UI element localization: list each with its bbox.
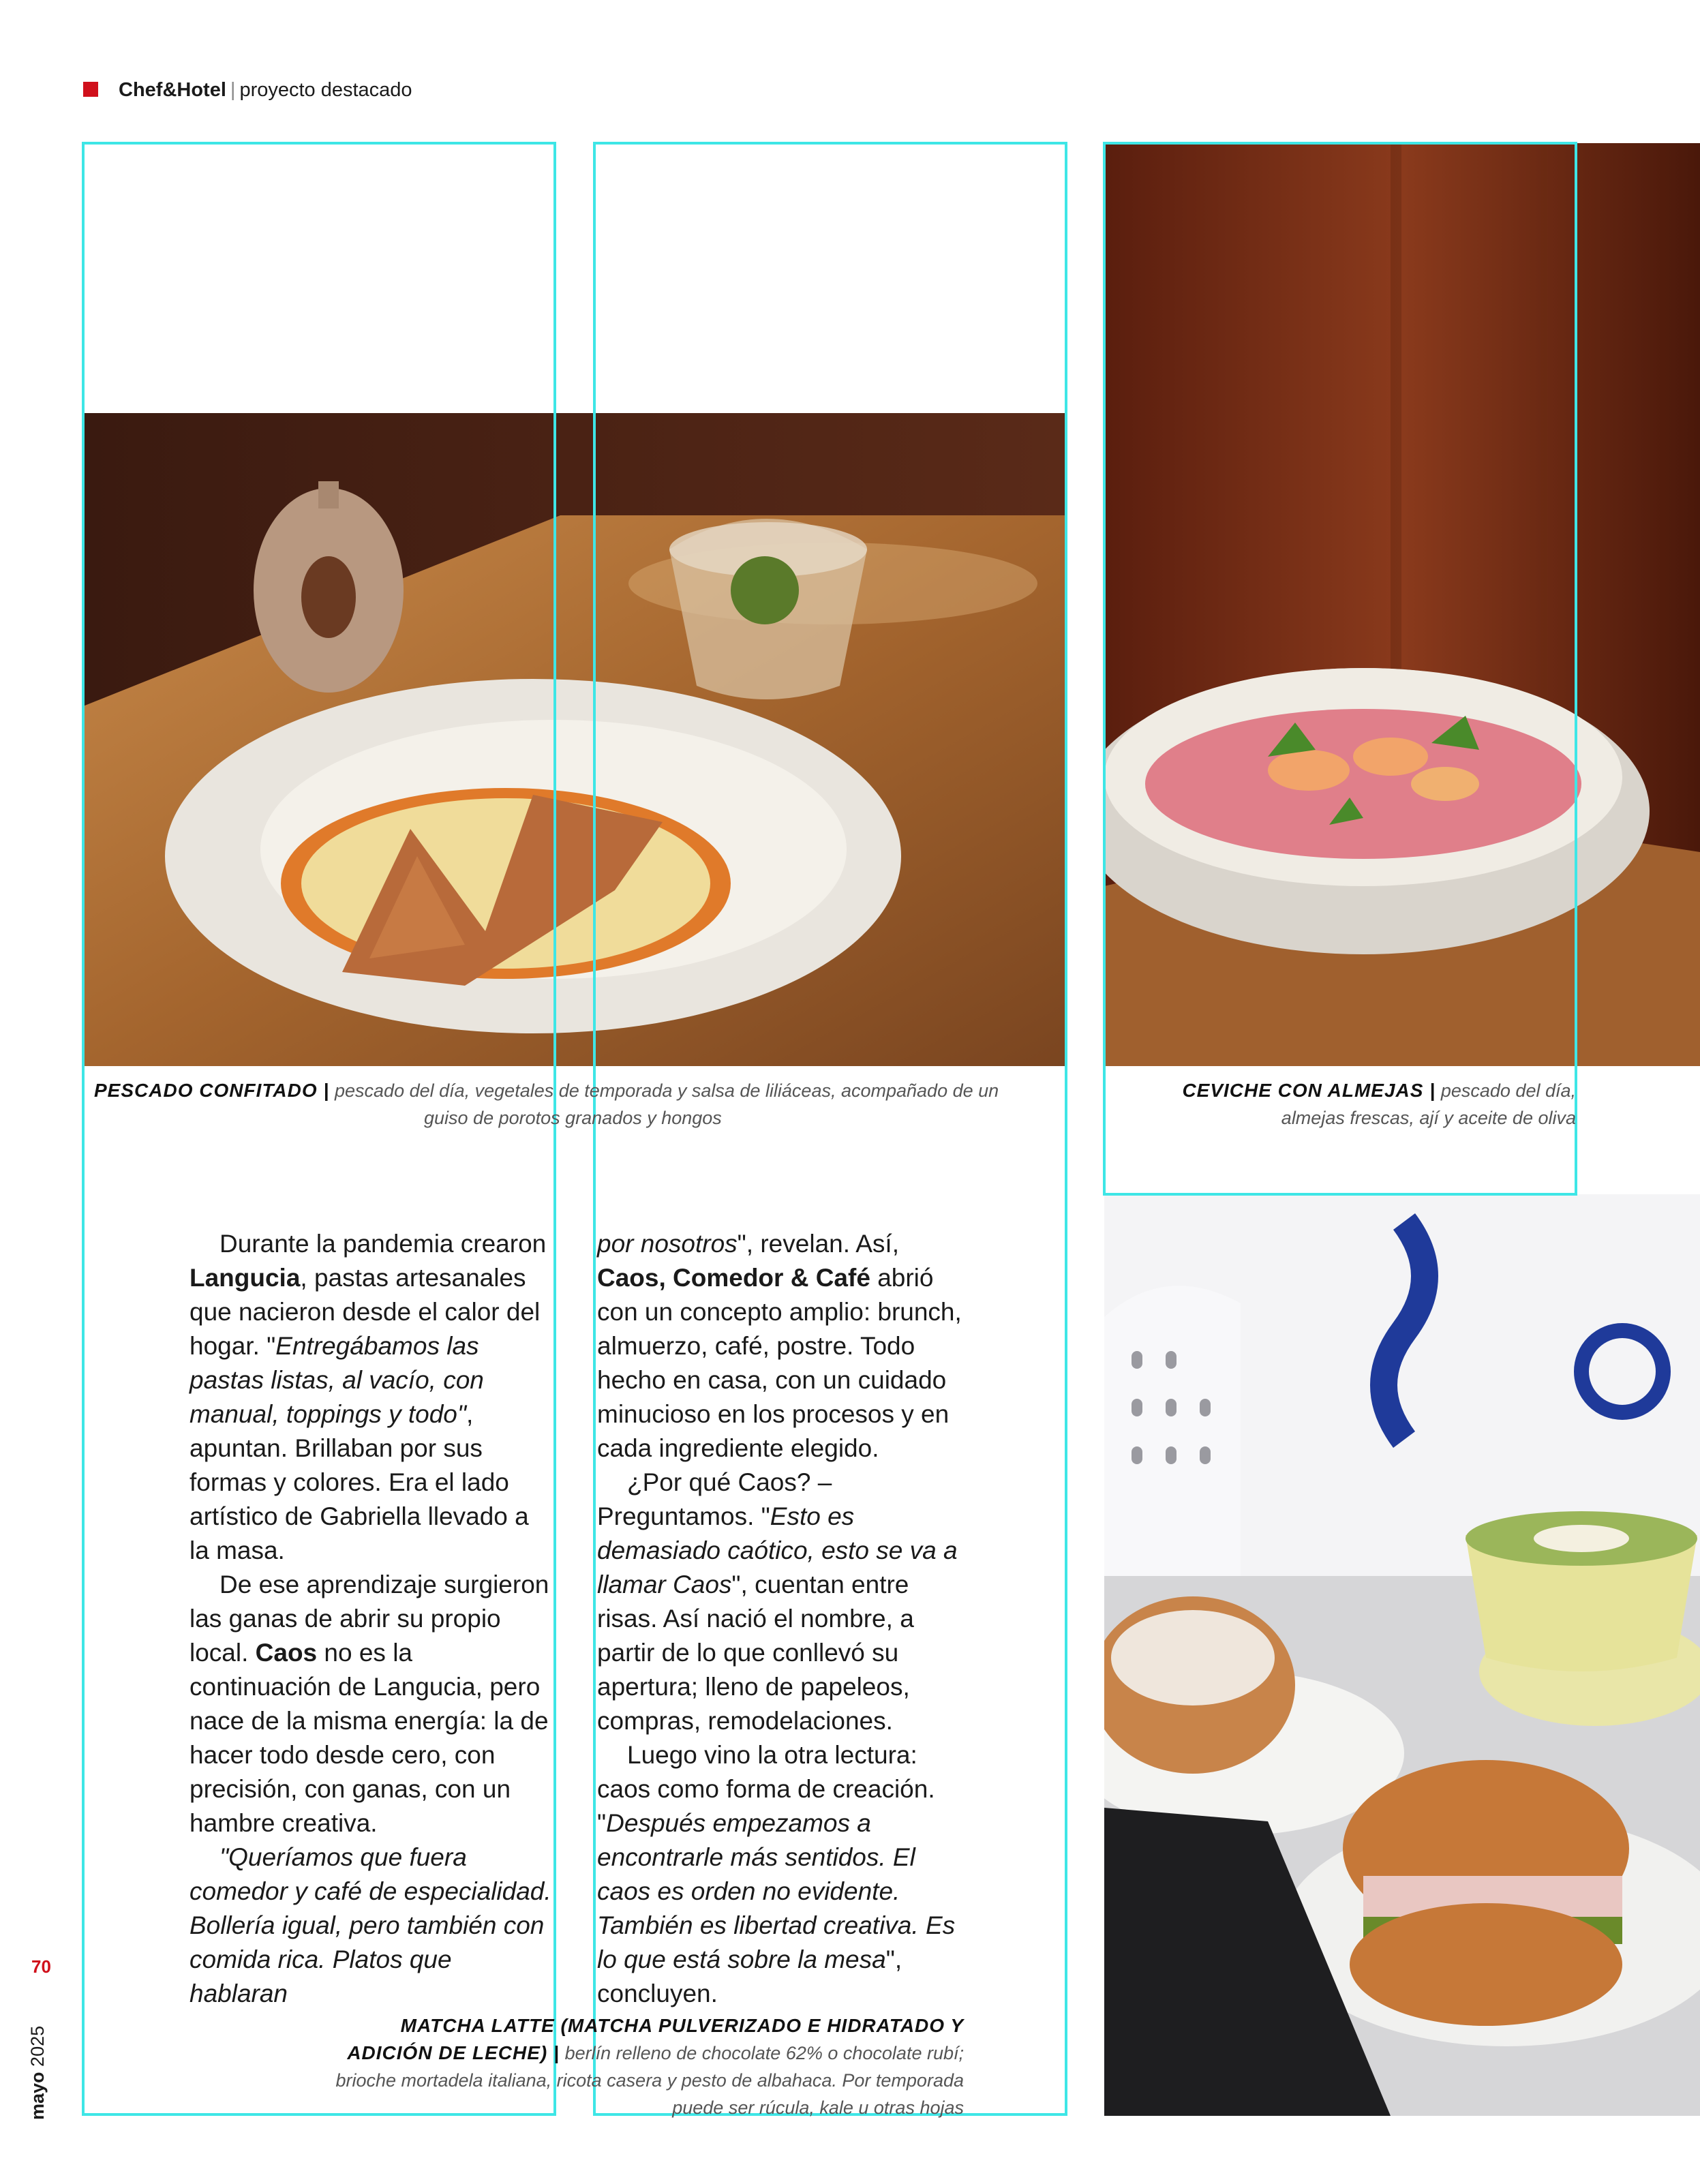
caption-title: ADICIÓN DE LECHE) | [347, 2042, 560, 2063]
paragraph: Durante la pandemia crearon Langucia, pastas artesanales que nacieron desde el calor del hogar. "Entregábamos las pastas listas, al vacío, con manual, toppings y todo", apuntan. Brillaban por sus formas y colores. Era el lado artístico de Gabriella llevado a la masa. [189, 1230, 547, 1564]
running-header: Chef&Hotel | proyecto destacado [119, 79, 412, 101]
section-marker [83, 82, 98, 97]
paragraph: ¿Por qué Caos? – Preguntamos. "Esto es demasiado caótico, esto se va a llamar Caos", cuentan entre risas. Así nació el nombre, a partir de lo que conllevó su apertura; lleno de papeleos, compras, remodelaciones. [597, 1468, 958, 1735]
paragraph: por nosotros", revelan. Así, Caos, Comedor & Café abrió con un concepto amplio: brunch, almuerzo, café, postre. Todo hecho en casa, con un cuidado minucioso en los procesos y en cada ingrediente elegido. [597, 1230, 962, 1462]
caption-pescado-confitado [94, 1077, 1062, 1132]
paragraph: "Queríamos que fuera comedor y café de especialidad. Bollería igual, pero también con comida rica. Platos que hablaran [189, 1843, 551, 2007]
issue-year: 2025 [27, 2025, 48, 2067]
caption-text: brioche mortadela italiana, ricota casera y pesto de albahaca. Por temporada [335, 2070, 964, 2091]
issue-month: mayo [27, 2072, 48, 2120]
caption-title: CEVICHE CON ALMEJAS | [1182, 1080, 1436, 1101]
issue-date [27, 2026, 48, 2120]
caption-text: pescado del día, [1440, 1080, 1576, 1101]
photo-matcha-latte [1104, 1194, 1700, 2116]
caption-title: MATCHA LATTE (MATCHA PULVERIZADO E HIDRATADO Y [400, 2015, 964, 2036]
caption-text: pescado del día, vegetales de temporada y salsa de liliáceas, acompañado de un [335, 1080, 999, 1101]
caption-text: puede ser rúcula, kale u otras hojas [672, 2097, 964, 2118]
body-column-2 [597, 1227, 965, 2011]
section-name: proyecto destacado [239, 79, 412, 101]
caption-text: guiso de porotos granados y hongos [424, 1108, 722, 1128]
caption-text: berlín relleno de chocolate 62% o chocolate rubí; [564, 2043, 964, 2063]
caption-text: almejas frescas, ají y aceite de oliva [1281, 1108, 1576, 1128]
page-number: 70 [31, 1956, 51, 1977]
brand-name: Chef&Hotel [119, 79, 226, 101]
paragraph: De ese aprendizaje surgieron las ganas de abrir su propio local. Caos no es la continuación de Langucia, pero nace de la misma energía: la de hacer todo desde cero, con precisión, con ganas, con un hambre creativa. [189, 1571, 549, 1837]
caption-matcha-latte [245, 2012, 964, 2121]
paragraph: Luego vino la otra lectura: caos como forma de creación. "Después empezamos a encontrarle más sentidos. El caos es orden no evidente. También es libertad creativa. Es lo que está sobre la mesa", concluyen. [597, 1741, 956, 2007]
caption-ceviche [1104, 1077, 1576, 1132]
column-guide-right [1103, 142, 1577, 1196]
body-column-1 [189, 1227, 555, 2011]
caption-title: PESCADO CONFITADO | [94, 1080, 330, 1101]
